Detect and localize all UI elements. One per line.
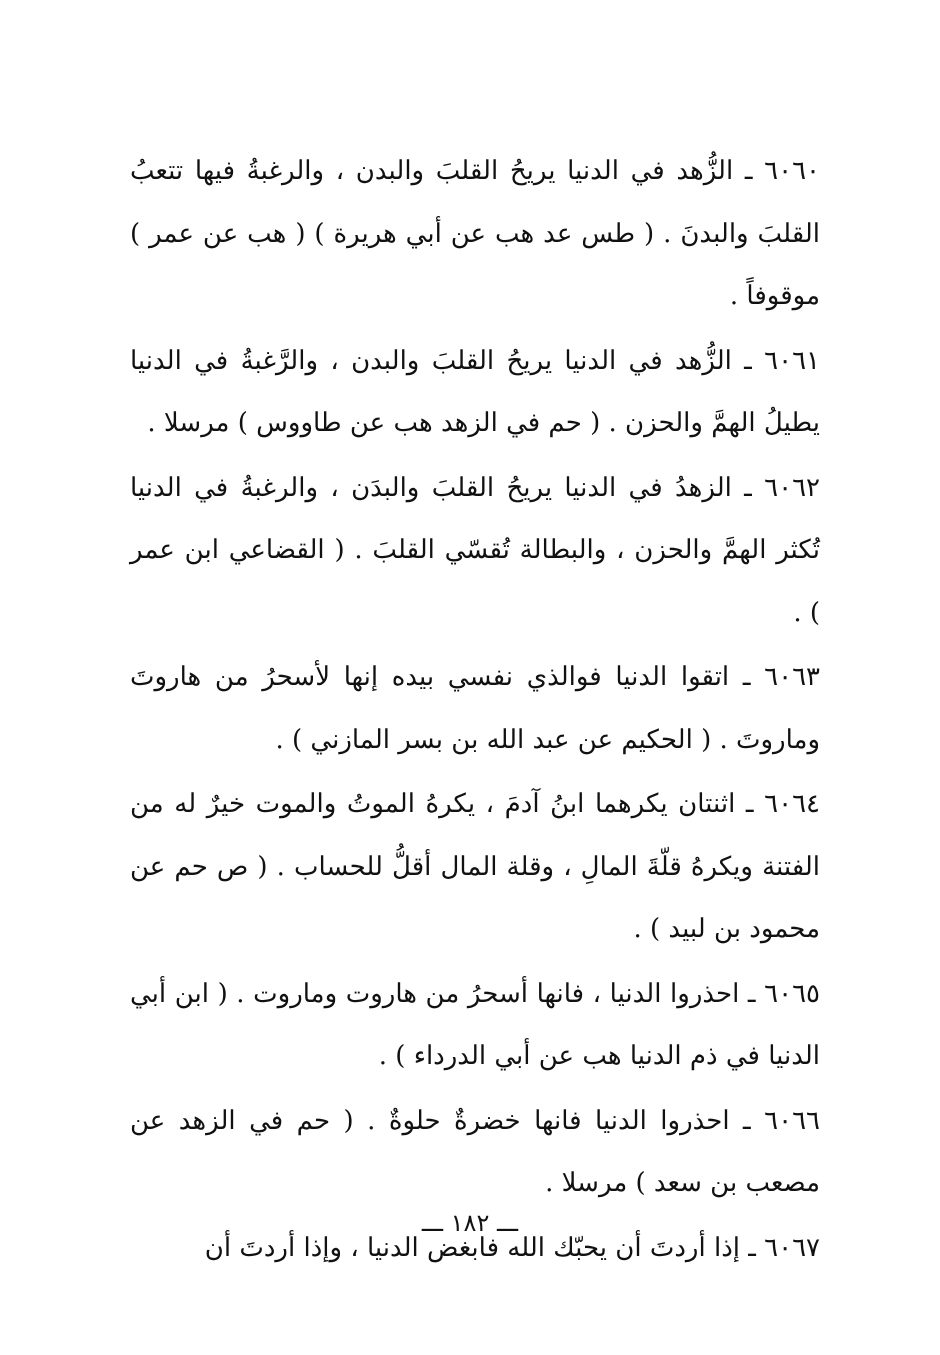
hadith-text-block [130,140,820,1279]
hadith-text: ـ الزهدُ في الدنيا يريحُ القلبَ والبدَن ، والرغبةُ في الدنيا تُكثر الهمَّ والحزن ، والبطالة تُقسّي القلبَ . ( القضاعي ابن عمر ) . [130,472,820,628]
hadith-entry-6063 [130,646,820,771]
hadith-entry-6061 [130,330,820,455]
hadith-number: ٦٠٦٢ [764,472,820,503]
hadith-text: ـ اثنتان يكرهما ابنُ آدمَ ، يكرهُ الموتُ والموت خيرٌ له من الفتنة ويكرهُ قلّةَ المالِ ، وقلة المال أقلُّ للحساب . ( ص حم عن محمود بن لبيد ) . [130,789,820,944]
hadith-entry-6064 [130,773,820,961]
hadith-text: ـ احذروا الدنيا ، فانها أسحرُ من هاروت وماروت . ( ابن أبي الدنيا في ذم الدنيا هب عن أبي الدرداء ) . [130,978,820,1071]
hadith-entry-6062 [130,457,820,645]
hadith-number: ٦٠٦٠ [764,156,820,186]
hadith-text: ـ الزُّهد في الدنيا يريحُ القلبَ والبدن ، والرَّغبةُ في الدنيا يطيلُ الهمَّ والحزن . ( حم في الزهد هب عن طاووس ) مرسلا . [130,345,820,438]
hadith-text: ـ احذروا الدنيا فانها خضرةٌ حلوةٌ . ( حم في الزهد عن مصعب بن سعد ) مرسلا . [130,1105,820,1198]
hadith-text: ـ إذا أردتَ أن يحبّك الله فابغض الدنيا ، وإذا أردتَ أن [204,1232,756,1263]
hadith-entry-6065 [130,963,820,1088]
hadith-entry-6060 [130,140,820,328]
hadith-entry-6066 [130,1090,820,1215]
hadith-number: ٦٠٦٤ [764,789,820,819]
hadith-number: ٦٠٦٥ [764,978,820,1009]
hadith-number: ٦٠٦٦ [764,1105,820,1136]
hadith-number: ٦٠٦٧ [764,1232,820,1263]
hadith-text: ـ اتقوا الدنيا فوالذي نفسي بيده إنها لأسحرُ من هاروتَ وماروتَ . ( الحكيم عن عبد الله بن بسر المازني ) . [130,662,820,755]
hadith-number: ٦٠٦١ [764,345,820,376]
hadith-text: ـ الزُّهد في الدنيا يريحُ القلبَ والبدن ، والرغبةُ فيها تتعبُ القلبَ والبدنَ . ( طس عد هب عن أبي هريرة ) ( هب عن عمر ) موقوفاً . [130,156,820,311]
hadith-number: ٦٠٦٣ [764,662,820,692]
page-number: ـــ ١٨٢ ـــ [421,1209,519,1237]
